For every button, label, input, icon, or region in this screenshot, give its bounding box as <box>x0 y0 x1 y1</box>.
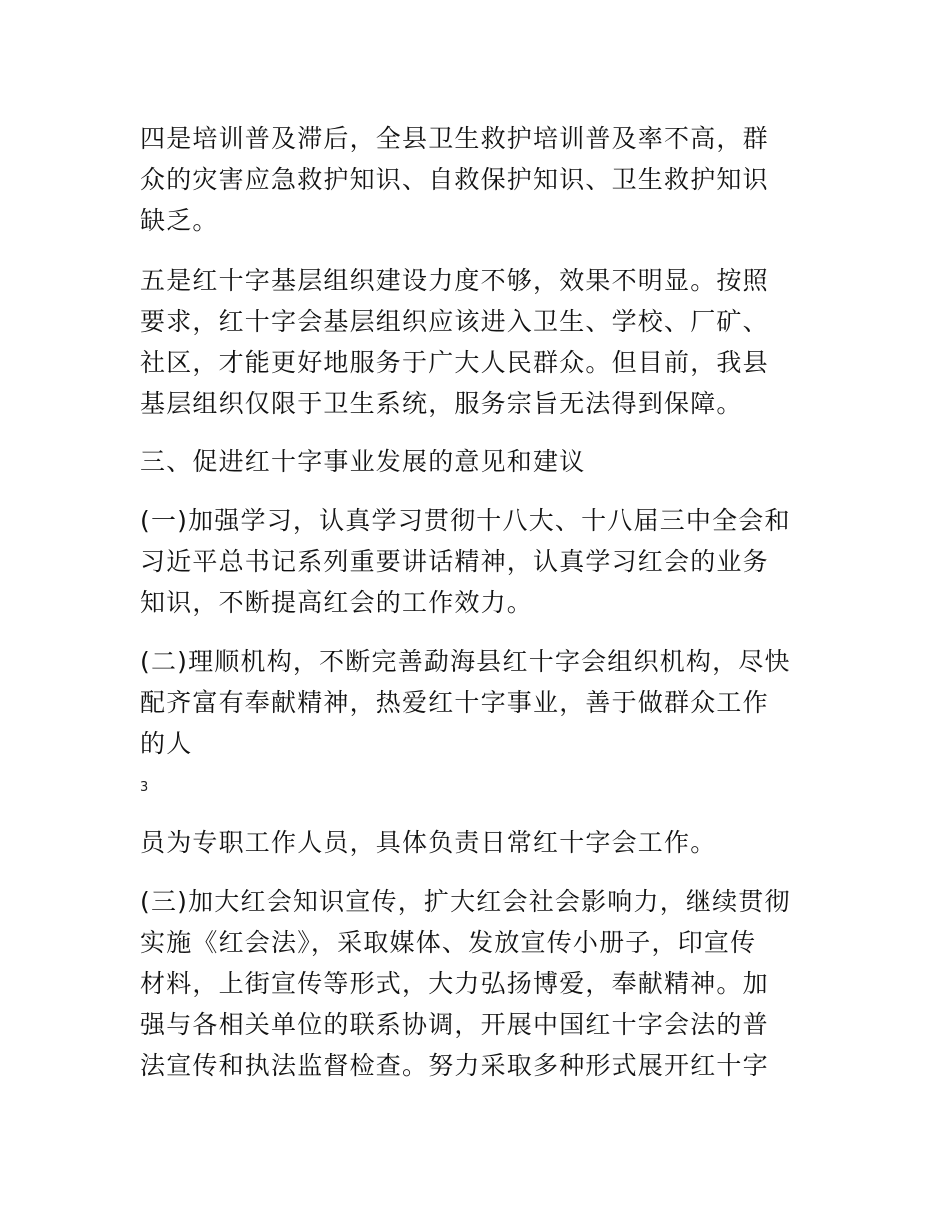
text-line: 要求，红十字会基层组织应该进入卫生、学校、厂矿、 <box>140 307 769 336</box>
paragraph-structure <box>140 641 820 764</box>
text-line: 缺乏。 <box>140 206 219 235</box>
text-line: 知识，不断提高红会的工作效力。 <box>140 588 534 617</box>
section-heading <box>140 441 820 482</box>
paragraph-study <box>140 500 820 623</box>
text-line: 众的灾害应急救护知识、自救保护知识、卫生救护知识 <box>140 165 769 194</box>
text-line: 社区，才能更好地服务于广大人民群众。但目前，我县 <box>140 348 769 377</box>
paragraph-publicity <box>140 881 820 1086</box>
text-line: 四是培训普及滞后，全县卫生救护培训普及率不高，群 <box>140 124 769 153</box>
text-line: (一)加强学习，认真学习贯彻十八大、十八届三中全会和 <box>140 506 791 535</box>
text-line: 法宣传和执法监督检查。努力采取多种形式展开红十字 <box>140 1051 769 1080</box>
text-line: 基层组织仅限于卫生系统，服务宗旨无法得到保障。 <box>140 389 743 418</box>
page-number: 3 <box>140 780 149 795</box>
text-line: 五是红十字基层组织建设力度不够，效果不明显。按照 <box>140 266 769 295</box>
paragraph-organization <box>140 260 820 424</box>
text-line: 强与各相关单位的联系协调，开展中国红十字会法的普 <box>140 1010 769 1039</box>
paragraph-training <box>140 118 820 241</box>
paragraph-staff <box>140 822 820 863</box>
text-line: 习近平总书记系列重要讲话精神，认真学习红会的业务 <box>140 547 769 576</box>
text-line: 材料，上街宣传等形式，大力弘扬博爱，奉献精神。加 <box>140 969 769 998</box>
text-line: 配齐富有奉献精神，热爱红十字事业，善于做群众工作 <box>140 688 769 717</box>
heading-line: 三、促进红十字事业发展的意见和建议 <box>140 447 586 476</box>
text-line: 员为专职工作人员，具体负责日常红十字会工作。 <box>140 828 717 857</box>
text-line: (二)理顺机构，不断完善勐海县红十字会组织机构，尽快 <box>140 647 791 676</box>
text-line: 实施《红会法》，采取媒体、发放宣传小册子，印宣传 <box>140 928 757 957</box>
text-line: 的人 <box>140 729 193 758</box>
text-line: (三)加大红会知识宣传，扩大红会社会影响力，继续贯彻 <box>140 887 791 916</box>
